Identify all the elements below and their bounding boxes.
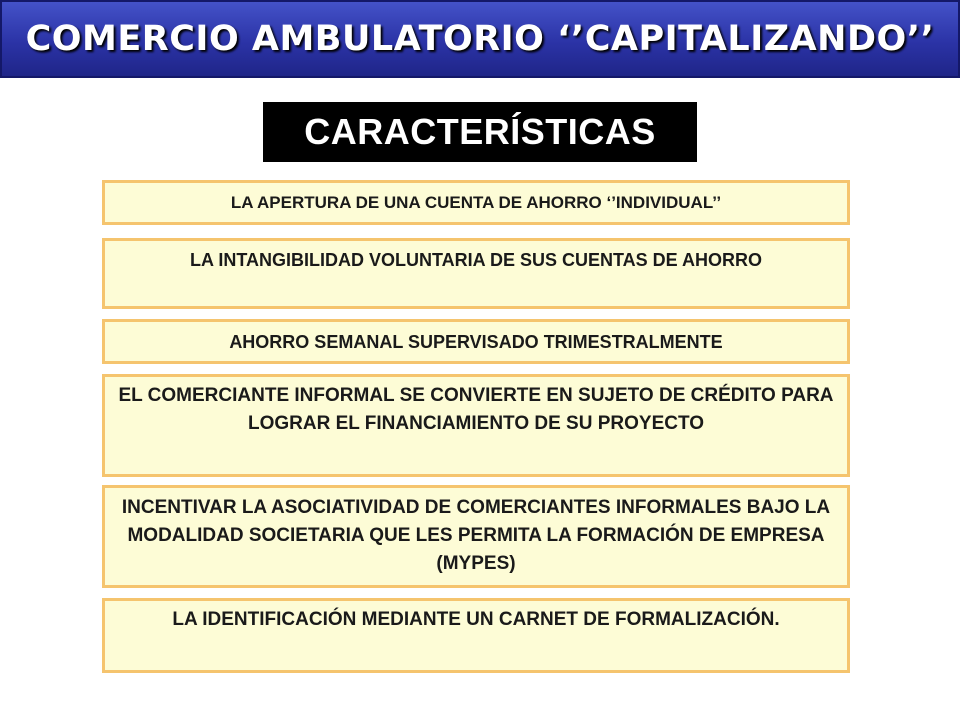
feature-card-intangibility — [102, 238, 850, 309]
subtitle-box — [263, 102, 697, 162]
feature-card-credit-subject — [102, 374, 850, 477]
title-bar — [0, 0, 960, 78]
feature-card-text: LA INTANGIBILIDAD VOLUNTARIA DE SUS CUENTAS DE AHORRO — [190, 250, 762, 270]
feature-card-associativity — [102, 485, 850, 588]
feature-card-weekly-savings — [102, 319, 850, 364]
feature-card-text: EL COMERCIANTE INFORMAL SE CONVIERTE EN SUJETO DE CRÉDITO PARA LOGRAR EL FINANCIAMIENTO DE SU PROYECTO — [118, 385, 834, 434]
feature-card-text: LA IDENTIFICACIÓN MEDIANTE UN CARNET DE FORMALIZACIÓN. — [172, 609, 780, 630]
slide-subtitle: CARACTERÍSTICAS — [304, 111, 656, 152]
feature-card-identification — [102, 598, 850, 673]
slide-title: COMERCIO AMBULATORIO ‘’CAPITALIZANDO’’ — [25, 19, 935, 59]
feature-card-text: LA APERTURA DE UNA CUENTA DE AHORRO ‘’INDIVIDUAL’’ — [230, 192, 722, 212]
feature-card-savings-account — [102, 180, 850, 225]
feature-card-text: INCENTIVAR LA ASOCIATIVIDAD DE COMERCIANTES INFORMALES BAJO LA MODALIDAD SOCIETARIA QUE LES PERMITA LA FORMACIÓN DE EMPRESA (MYPES) — [121, 497, 831, 574]
feature-card-text: AHORRO SEMANAL SUPERVISADO TRIMESTRALMENTE — [229, 331, 723, 352]
